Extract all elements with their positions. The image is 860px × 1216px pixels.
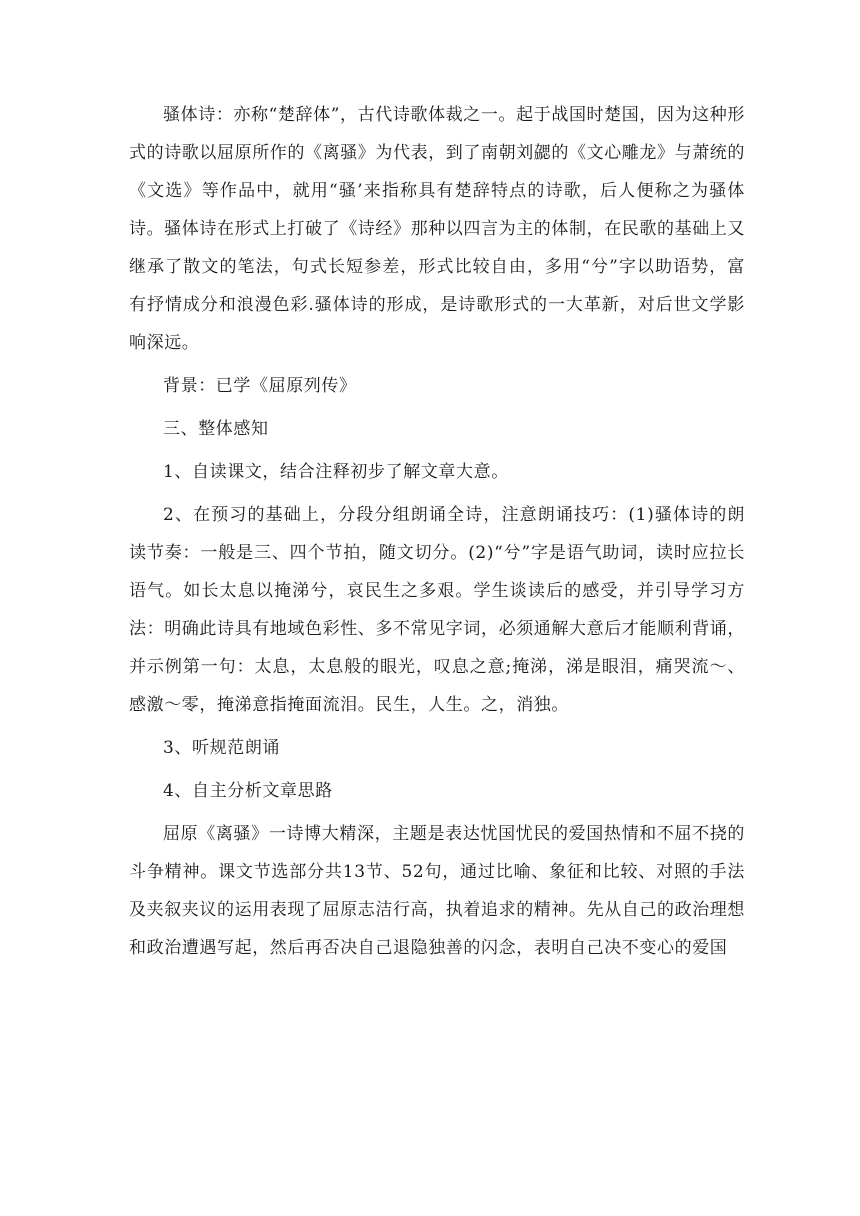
paragraph-sao-poetry-definition: 骚体诗：亦称“楚辞体”，古代诗歌体裁之一。起于战国时楚国，因为这种形式的诗歌以屈原所作的《离骚》为代表，到了南朝刘勰的《文心雕龙》与萧统的《文选》等作品中，就用“骚’来指称具有楚辞特点的诗歌，后人便称之为骚体诗。骚体诗在形式上打破了《诗经》那种以四言为主的体制，在民歌的基础上又继承了散文的笔法，句式长短参差，形式比较自由，多用“兮”字以助语势，富有抒情成分和浪漫色彩.骚体诗的形成，是诗歌形式的一大革新，对后世文学影响深远。 [129, 105, 745, 353]
paragraph-step-2: 2、在预习的基础上，分段分组朗诵全诗，注意朗诵技巧：(1)骚体诗的朗读节奏：一般是三、四个节拍，随文切分。(2)“兮”字是语气助词，读时应拉长语气。如长太息以掩涕兮，哀民生之多艰。学生谈读后的感受，并引导学习方法：明确此诗具有地域色彩性、多不常见字词，必须通解大意后才能顺利背诵，并示例第一句：太息，太息般的眼光，叹息之意;掩涕，涕是眼泪，痛哭流～、感激～零，掩涕意指掩面流泪。民生，人生。之，消独。 [129, 505, 745, 715]
paragraph-step-1: 1、自读课文，结合注释初步了解文章大意。 [163, 462, 509, 482]
paragraph-step-3: 3、听规范朗诵 [163, 738, 281, 758]
paragraph-background: 背景：已学《屈原列传》 [163, 376, 357, 396]
paragraph-step-4: 4、自主分析文章思路 [163, 781, 333, 801]
paragraph-theme-analysis: 屈原《离骚》一诗博大精深，主题是表达忧国忧民的爱国热情和不屈不挠的斗争精神。课文节选部分共13节、52句，通过比喻、象征和比较、对照的手法及夹叙夹议的运用表现了屈原志洁行高，执着追求的精神。先从自己的政治理想和政治遭遇写起，然后再否决自己退隐独善的闪念，表明自己决不变心的爱国 [129, 824, 745, 958]
document-body [129, 96, 745, 972]
section-heading-overall-perception: 三、整体感知 [163, 419, 269, 439]
